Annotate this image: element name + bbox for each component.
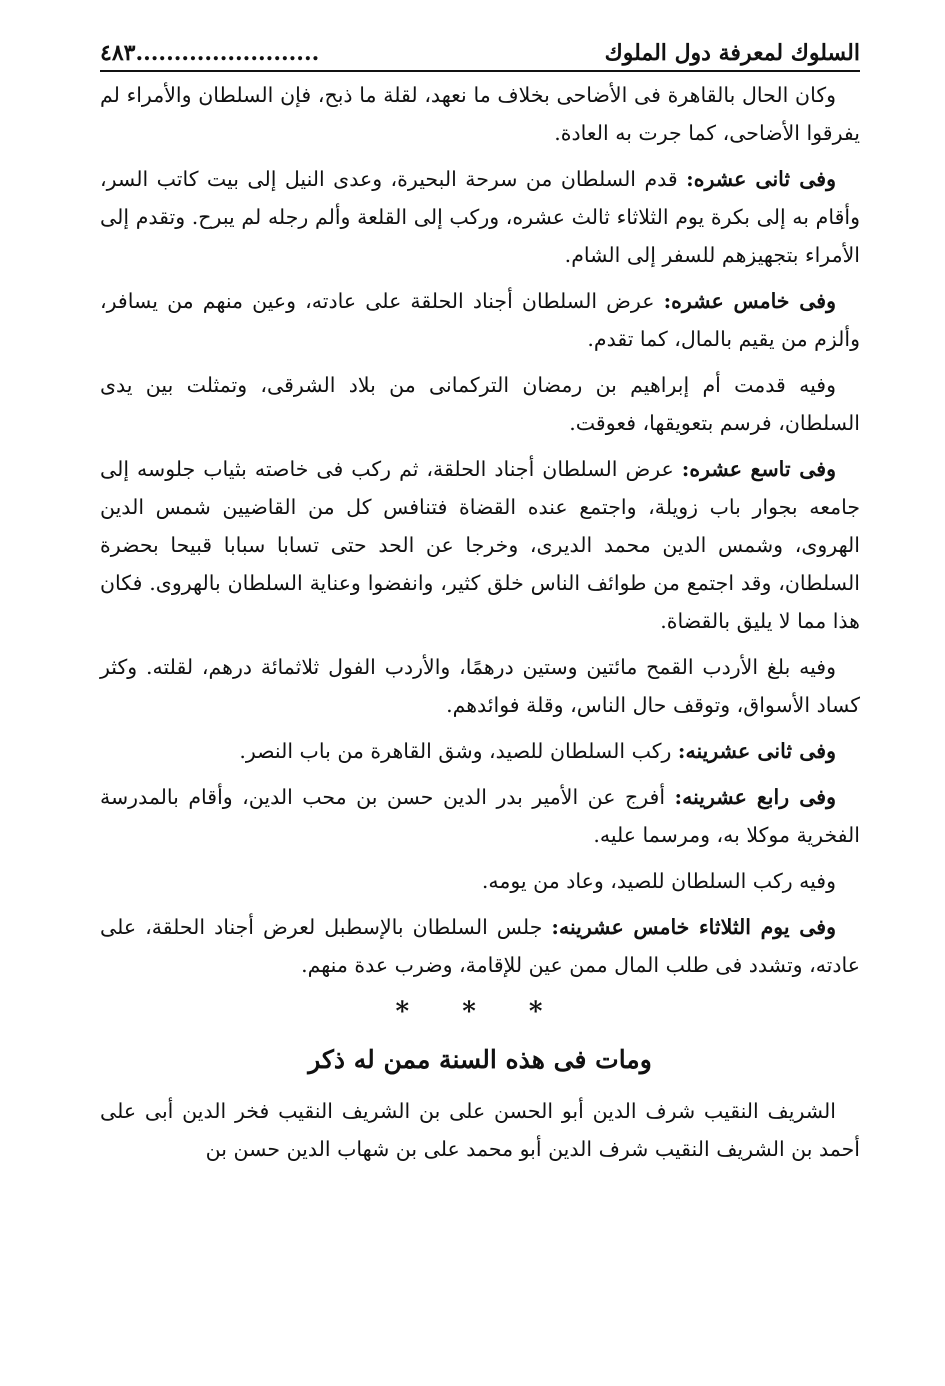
paragraph-4 (100, 366, 860, 442)
paragraph-text: وكان الحال بالقاهرة فى الأضاحى بخلاف ما نعهد، لقلة ما ذبح، فإن السلطان والأمراء لم يفرقوا الأضاحى، كما جرت به العادة. (100, 83, 860, 145)
paragraph-text: ركب السلطان للصيد، وشق القاهرة من باب النصر. (239, 739, 678, 763)
paragraph-1 (100, 76, 860, 152)
section-heading: ومات فى هذه السنة ممن له ذكر (308, 1045, 652, 1074)
paragraph-5 (100, 450, 860, 640)
paragraph-text: عرض السلطان أجناد الحلقة على عادته، وعين منهم من يسافر، وألزم من يقيم بالمال، كما تقدم. (100, 289, 860, 351)
paragraph-text: عرض السلطان أجناد الحلقة، ثم ركب فى خاصته بثياب جلوسه إلى جامعه بجوار باب زويلة، واجتمع عنده القضاة فتنافس كل من القاضيين شمس الدين الهروى، وشمس الدين محمد الديرى، وخرجا عن الحد حتى تسابا سبابا قبيحا بحضرة السلطان، وقد اجتمع من طوائف الناس خلق كثير، وانفضوا وعناية السلطان بالهروى. فكان هذا مما لا يليق بالقضاة. (100, 457, 860, 633)
paragraph-lead: وفى خامس عشره: (663, 289, 836, 313)
paragraph-text: وفيه قدمت أم إبراهيم بن رمضان التركمانى من بلاد الشرقى، وتمثلت بين يدى السلطان، فرسم بتعويقها، فعوقت. (100, 373, 860, 435)
paragraph-text: وفيه بلغ الأردب القمح مائتين وستين درهمًا، والأردب الفول ثلاثمائة درهم، لقلته. وكثر كساد الأسواق، وتوقف حال الناس، وقلة فوائدهم. (100, 655, 860, 717)
paragraph-lead: وفى ثانى عشره: (686, 167, 836, 191)
paragraph-lead: وفى تاسع عشره: (681, 457, 836, 481)
paragraph-2 (100, 160, 860, 274)
book-page (100, 38, 860, 1366)
paragraph-3 (100, 282, 860, 358)
paragraph-text: جلس السلطان بالإسطبل لعرض أجناد الحلقة، على عادته، وتشدد فى طلب المال ممن عين للإقامة، وضرب عدة منهم. (100, 915, 860, 977)
page-number: ........................٤٨٣ (100, 40, 320, 66)
book-title: السلوك لمعرفة دول الملوك (604, 40, 860, 66)
paragraph-lead: وفى يوم الثلاثاء خامس عشرينه: (551, 915, 836, 939)
paragraph-6 (100, 648, 860, 724)
paragraph-7 (100, 732, 860, 770)
paragraph-text: قدم السلطان من سرحة البحيرة، وعدى النيل إلى بيت كاتب السر، وأقام به إلى بكرة يوم الثلاثاء ثالث عشره، وركب إلى القلعة وألم رجله لم يبرح. وتقدم إلى الأمراء بتجهيزهم للسفر إلى الشام. (100, 167, 860, 267)
paragraph-text: وفيه ركب السلطان للصيد، وعاد من يومه. (481, 869, 836, 893)
final-paragraph (100, 1092, 860, 1168)
asterisk-separator: * * * (395, 997, 565, 1027)
paragraph-9 (100, 862, 860, 900)
paragraph-lead: وفى ثانى عشرينه: (677, 739, 836, 763)
paragraph-8 (100, 778, 860, 854)
paragraph-10 (100, 908, 860, 984)
paragraph-text: أفرج عن الأمير بدر الدين حسن بن محب الدين، وأقام بالمدرسة الفخرية موكلا به، ومرسما عليه. (100, 785, 860, 847)
paragraph-lead: وفى رابع عشرينه: (674, 785, 837, 809)
running-header (100, 38, 860, 72)
paragraph-text: الشريف النقيب شرف الدين أبو الحسن على بن الشريف النقيب فخر الدين أبى على أحمد بن الشريف النقيب شرف الدين أبو محمد على بن شهاب الدين حسن بن (100, 1099, 860, 1161)
